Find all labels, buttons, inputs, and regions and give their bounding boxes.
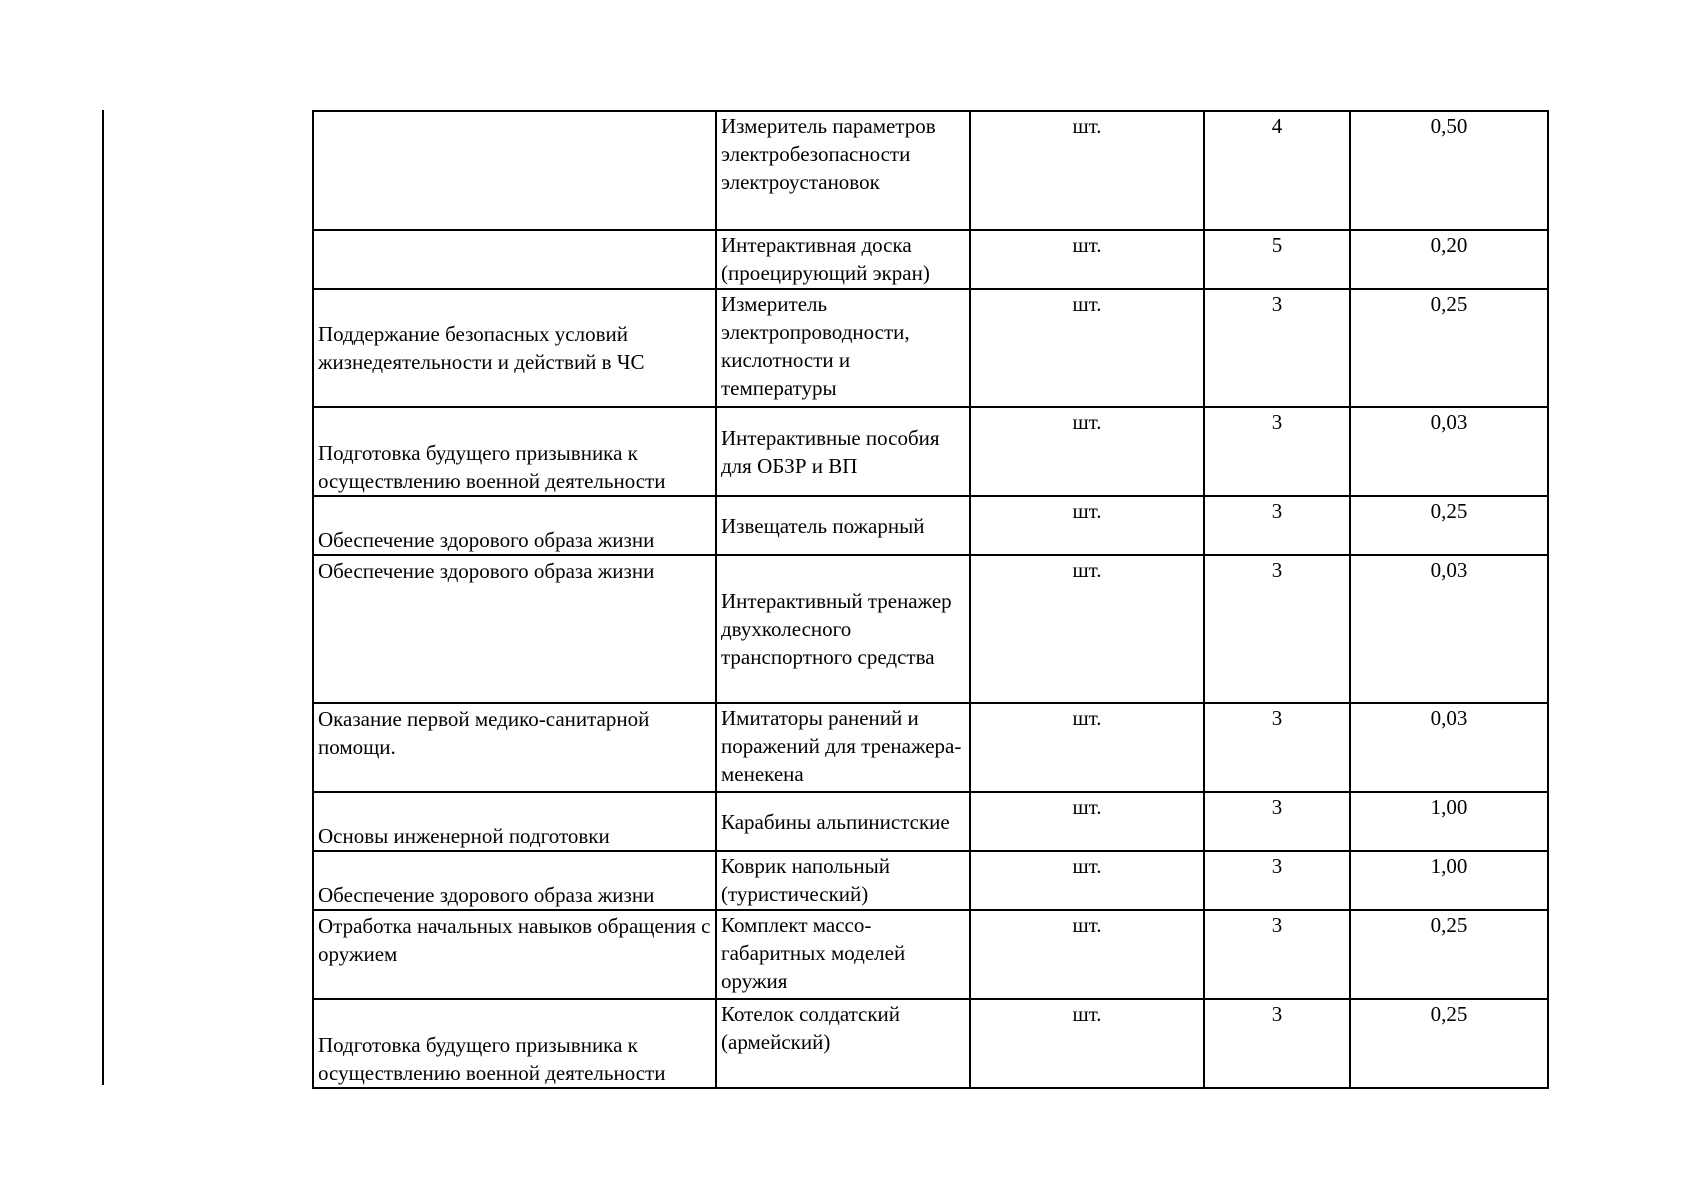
quantity-cell: 3 [1204, 555, 1350, 703]
unit-cell: шт. [970, 703, 1204, 792]
quantity-cell: 4 [1204, 111, 1350, 230]
table-row [313, 792, 1548, 851]
page-margin-line [102, 110, 104, 1085]
topic-cell: Обеспечение здорового образа жизни [313, 555, 716, 703]
table-row [313, 230, 1548, 289]
quantity-cell: 3 [1204, 792, 1350, 851]
coefficient-cell: 0,03 [1350, 703, 1548, 792]
table-row [313, 111, 1548, 230]
quantity-cell: 5 [1204, 230, 1350, 289]
equipment-table [312, 110, 1549, 1089]
item-cell: Интерактивные пособия для ОБЗР и ВП [716, 407, 970, 496]
topic-cell: Обеспечение здорового образа жизни [313, 496, 716, 555]
topic-cell: Отработка начальных навыков обращения с оружием [313, 910, 716, 999]
table-row [313, 555, 1548, 703]
quantity-cell: 3 [1204, 407, 1350, 496]
unit-cell: шт. [970, 496, 1204, 555]
topic-cell: Подготовка будущего призывника к осуществлению военной деятельности [313, 407, 716, 496]
table-row [313, 910, 1548, 999]
unit-cell: шт. [970, 289, 1204, 407]
topic-cell: Подготовка будущего призывника к осуществлению военной деятельности [313, 999, 716, 1088]
item-cell: Интерактивный тренажер двухколесного транспортного средства [716, 555, 970, 703]
table-row [313, 496, 1548, 555]
unit-cell: шт. [970, 230, 1204, 289]
topic-cell [313, 111, 716, 230]
coefficient-cell: 0,20 [1350, 230, 1548, 289]
topic-cell: Обеспечение здорового образа жизни [313, 851, 716, 910]
item-cell: Измеритель параметров электробезопасности электроустановок [716, 111, 970, 230]
item-cell: Имитаторы ранений и поражений для тренажера-менекена [716, 703, 970, 792]
coefficient-cell: 0,25 [1350, 289, 1548, 407]
coefficient-cell: 0,25 [1350, 910, 1548, 999]
item-cell: Комплект массо-габаритных моделей оружия [716, 910, 970, 999]
item-cell: Измеритель электропроводности, кислотности и температуры [716, 289, 970, 407]
unit-cell: шт. [970, 792, 1204, 851]
table-row [313, 999, 1548, 1088]
item-cell: Коврик напольный (туристический) [716, 851, 970, 910]
item-cell: Извещатель пожарный [716, 496, 970, 555]
topic-cell: Оказание первой медико-санитарной помощи. [313, 703, 716, 792]
coefficient-cell: 0,50 [1350, 111, 1548, 230]
unit-cell: шт. [970, 851, 1204, 910]
coefficient-cell: 1,00 [1350, 851, 1548, 910]
quantity-cell: 3 [1204, 289, 1350, 407]
item-cell: Интерактивная доска (проецирующий экран) [716, 230, 970, 289]
table-row [313, 703, 1548, 792]
quantity-cell: 3 [1204, 496, 1350, 555]
unit-cell: шт. [970, 111, 1204, 230]
quantity-cell: 3 [1204, 910, 1350, 999]
quantity-cell: 3 [1204, 999, 1350, 1088]
coefficient-cell: 1,00 [1350, 792, 1548, 851]
quantity-cell: 3 [1204, 703, 1350, 792]
topic-cell: Основы инженерной подготовки [313, 792, 716, 851]
table-row [313, 407, 1548, 496]
item-cell: Карабины альпинистские [716, 792, 970, 851]
unit-cell: шт. [970, 407, 1204, 496]
unit-cell: шт. [970, 910, 1204, 999]
coefficient-cell: 0,25 [1350, 496, 1548, 555]
coefficient-cell: 0,25 [1350, 999, 1548, 1088]
coefficient-cell: 0,03 [1350, 555, 1548, 703]
topic-cell [313, 230, 716, 289]
table-row [313, 289, 1548, 407]
table-row [313, 851, 1548, 910]
unit-cell: шт. [970, 999, 1204, 1088]
quantity-cell: 3 [1204, 851, 1350, 910]
topic-cell: Поддержание безопасных условий жизнедеятельности и действий в ЧС [313, 289, 716, 407]
coefficient-cell: 0,03 [1350, 407, 1548, 496]
item-cell: Котелок солдатский (армейский) [716, 999, 970, 1088]
unit-cell: шт. [970, 555, 1204, 703]
